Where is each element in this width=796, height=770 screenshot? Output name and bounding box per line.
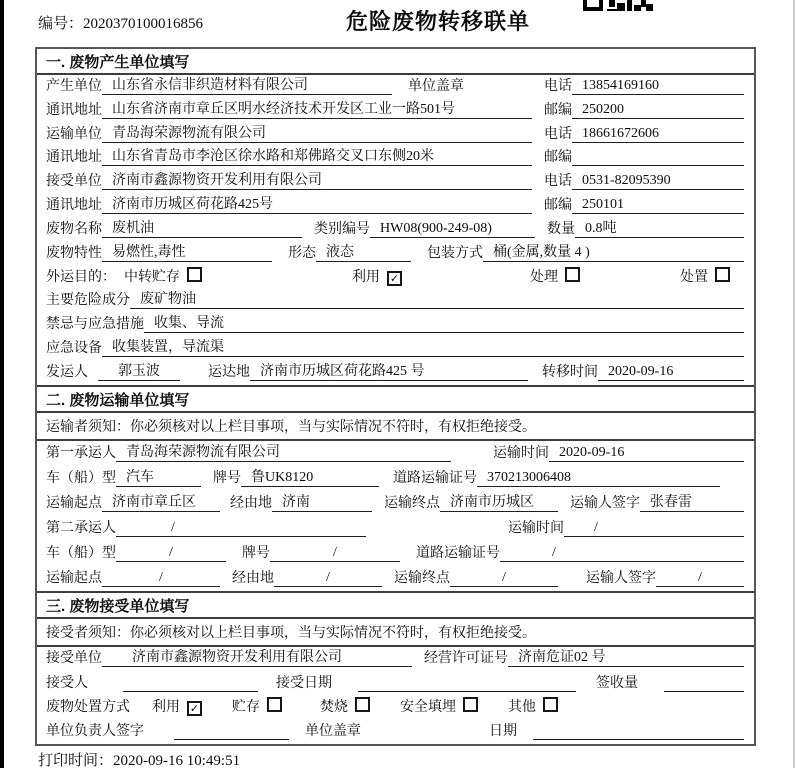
recipient-value	[123, 691, 258, 692]
second-carrier-label: 第二承运人	[46, 521, 116, 536]
transport-time-2-value: /	[564, 519, 744, 537]
producer-address-value: 山东省济南市章丘区明水经济技术开发区工业一路501号	[102, 101, 532, 119]
plate-no-1-value: 鲁UK8120	[241, 469, 379, 487]
page-right-edge	[793, 0, 795, 768]
road-permit-2-value: /	[500, 544, 744, 562]
purpose-treat-checkbox	[565, 267, 580, 282]
transport-unit-row	[37, 123, 754, 147]
disposal-utilize-checkbox: ✓	[187, 701, 202, 716]
second-carrier-value: /	[116, 519, 366, 537]
vehicle-type-1-row	[37, 466, 754, 491]
purpose-dispose-label: 处置	[680, 269, 708, 285]
contraindication-value: 收集、导流	[144, 315, 744, 333]
disposal-other-checkbox	[543, 697, 558, 712]
producer-address-label: 通讯地址	[46, 102, 102, 118]
form-state-value: 液态	[316, 244, 411, 262]
vehicle-type-2-row	[37, 541, 754, 566]
road-permit-1-value: 370213006408	[477, 469, 720, 487]
disposal-storage-label: 贮存	[232, 699, 260, 715]
received-qty-label: 签收量	[596, 675, 638, 691]
accepting-unit-row	[37, 647, 754, 671]
transporter-notice: 运输者须知：你必须核对以上栏目事项，当与实际情况不符时，有权拒绝接受。	[37, 413, 754, 441]
producer-unit-row	[37, 75, 754, 99]
carrier-sign-2-value: /	[656, 569, 744, 587]
section-producer	[37, 49, 754, 385]
route-1-row	[37, 491, 754, 516]
producer-unit-value: 山东省永信非织造材料有限公司	[102, 77, 392, 95]
vehicle-type-1-value: 汽车	[116, 469, 201, 487]
receiver-notice: 接受者须知：你必须核对以上栏目事项，当与实际情况不符时，有权拒绝接受。	[37, 619, 754, 647]
purpose-transit-storage-checkbox	[187, 267, 202, 282]
manifest-table	[35, 47, 756, 746]
carrier-sign-1-label: 运输人签字	[570, 496, 640, 511]
transport-phone-value: 18661672606	[572, 125, 744, 143]
plate-no-1-label: 牌号	[213, 471, 241, 486]
producer-phone-value: 13854169160	[572, 77, 744, 95]
purpose-treat-option	[530, 267, 580, 286]
first-carrier-value: 青岛海荣源物流有限公司	[116, 444, 451, 462]
vehicle-type-1-label: 车（船）型	[46, 471, 116, 486]
received-qty-value	[664, 691, 744, 692]
receiver-zip-label: 邮编	[544, 198, 572, 214]
consignor-label: 发运人	[46, 364, 88, 380]
receive-date-value	[358, 691, 576, 692]
emergency-equipment-row	[37, 337, 754, 361]
purpose-dispose-checkbox	[715, 267, 730, 282]
transfer-purpose-row	[37, 266, 754, 290]
receiver-zip-value: 250101	[572, 196, 744, 214]
transport-unit-value: 青岛海荣源物流有限公司	[102, 125, 532, 143]
qr-code-fragment	[583, 0, 653, 13]
consignor-row	[37, 361, 754, 385]
route-2-row	[37, 566, 754, 591]
hazard-component-label: 主要危险成分	[46, 293, 130, 309]
purpose-utilize-checkbox: ✓	[387, 271, 402, 286]
responsible-sign-value	[174, 739, 289, 740]
receiver-phone-value: 0531-82095390	[572, 172, 744, 190]
producer-unit-label: 产生单位	[46, 78, 102, 94]
section-3-header: 三. 废物接受单位填写	[37, 591, 754, 619]
hazard-component-value: 废矿物油	[130, 291, 744, 309]
receiver-unit-value: 济南市鑫源物资开发利用有限公司	[102, 172, 532, 190]
date-label: 日期	[489, 724, 517, 739]
serial-label: 编号：	[38, 16, 84, 32]
recipient-row	[37, 671, 754, 695]
waste-name-value: 废机油	[102, 220, 302, 238]
purpose-utilize-label: 利用	[352, 269, 380, 285]
via-1-value: 济南	[272, 494, 372, 512]
packaging-value: 桶(金属,数量 4 )	[483, 244, 744, 262]
origin-1-label: 运输起点	[46, 496, 102, 511]
transport-address-row	[37, 147, 754, 171]
disposal-method-label: 废物处置方式	[46, 699, 130, 715]
end-2-label: 运输终点	[394, 571, 450, 586]
emergency-equipment-value: 收集装置，导流渠	[102, 339, 744, 357]
purpose-utilize-option	[352, 269, 402, 286]
unit-seal-2-label: 单位盖章	[305, 724, 361, 739]
via-2-value: /	[274, 569, 382, 587]
section-1-header: 一. 废物产生单位填写	[37, 49, 754, 75]
receiver-unit-label: 接受单位	[46, 174, 102, 190]
section-transporter	[37, 385, 754, 591]
receiver-unit-row	[37, 170, 754, 194]
purpose-transit-storage-option	[124, 267, 202, 286]
page-left-edge	[0, 0, 4, 768]
disposal-method-row	[37, 696, 754, 720]
contraindication-label: 禁忌与应急措施	[46, 317, 144, 333]
waste-traits-row	[37, 242, 754, 266]
via-2-label: 经由地	[232, 571, 274, 586]
category-no-label: 类别编号	[314, 221, 370, 237]
responsible-sign-row	[37, 720, 754, 744]
accepting-unit-value: 济南市鑫源物资开发利用有限公司	[102, 649, 412, 667]
destination-label: 运达地	[208, 364, 250, 380]
license-no-value: 济南危证02 号	[508, 649, 744, 667]
carrier-sign-1-value: 张春雷	[640, 494, 744, 512]
purpose-dispose-option	[680, 267, 730, 286]
section-2-header: 二. 废物运输单位填写	[37, 385, 754, 413]
producer-phone-label: 电话	[544, 78, 572, 94]
purpose-transit-storage-label: 中转贮存	[124, 269, 180, 285]
disposal-storage-checkbox	[267, 697, 282, 712]
quantity-label: 数量	[547, 221, 575, 237]
transport-unit-label: 运输单位	[46, 126, 102, 142]
quantity-value: 0.8吨	[575, 220, 744, 238]
producer-zip-value: 250200	[572, 101, 744, 119]
origin-1-value: 济南市章丘区	[102, 494, 220, 512]
disposal-incinerate-checkbox	[355, 697, 370, 712]
print-time: 打印时间：2020-09-16 10:49:51	[38, 753, 241, 769]
license-no-label: 经营许可证号	[424, 651, 508, 667]
receiver-phone-label: 电话	[544, 174, 572, 190]
waste-name-row	[37, 218, 754, 242]
plate-no-2-label: 牌号	[242, 546, 270, 561]
producer-zip-label: 邮编	[544, 102, 572, 118]
date-value	[533, 739, 744, 740]
packaging-label: 包装方式	[427, 245, 483, 261]
disposal-incinerate-option	[320, 697, 370, 716]
section-receiver	[37, 591, 754, 744]
responsible-sign-label: 单位负责人签字	[46, 724, 144, 739]
recipient-label: 接受人	[46, 675, 88, 691]
serial-value: 2020370100016856	[83, 16, 204, 32]
end-2-value: /	[450, 569, 558, 587]
transport-time-1-label: 运输时间	[493, 446, 549, 461]
plate-no-2-value: /	[270, 544, 400, 562]
disposal-utilize-option	[152, 699, 202, 716]
first-carrier-label: 第一承运人	[46, 446, 116, 461]
transport-phone-label: 电话	[544, 126, 572, 142]
disposal-utilize-label: 利用	[152, 699, 180, 715]
form-state-label: 形态	[288, 245, 316, 261]
end-1-label: 运输终点	[384, 496, 440, 511]
vehicle-type-2-value: /	[116, 544, 226, 562]
disposal-other-label: 其他	[508, 699, 536, 715]
transfer-purpose-label: 外运目的：	[46, 269, 116, 285]
end-1-value: 济南市历城区	[440, 494, 558, 512]
transport-time-2-label: 运输时间	[508, 521, 564, 536]
disposal-landfill-label: 安全填埋	[400, 699, 456, 715]
transport-zip-value	[572, 165, 744, 166]
receiver-address-label: 通讯地址	[46, 198, 102, 214]
purpose-treat-label: 处理	[530, 269, 558, 285]
transport-zip-label: 邮编	[544, 150, 572, 166]
producer-address-row	[37, 99, 754, 123]
receive-date-label: 接受日期	[276, 675, 332, 691]
origin-2-label: 运输起点	[46, 571, 102, 586]
form-title: 危险废物转移联单	[345, 9, 530, 34]
vehicle-type-2-label: 车（船）型	[46, 546, 116, 561]
waste-traits-label: 废物特性	[46, 245, 102, 261]
disposal-landfill-checkbox	[463, 697, 478, 712]
contraindication-row	[37, 313, 754, 337]
category-no-value: HW08(900-249-08)	[370, 220, 535, 238]
carrier-sign-2-label: 运输人签字	[586, 571, 656, 586]
disposal-storage-option	[232, 697, 282, 716]
unit-seal-label: 单位盖章	[408, 78, 464, 94]
disposal-other-option	[508, 697, 558, 716]
receiver-address-value: 济南市历城区荷花路425号	[102, 196, 532, 214]
road-permit-1-label: 道路运输证号	[393, 471, 477, 486]
accepting-unit-label: 接受单位	[46, 651, 102, 667]
hazard-component-row	[37, 290, 754, 314]
waste-traits-value: 易燃性,毒性	[102, 244, 272, 262]
waste-name-label: 废物名称	[46, 221, 102, 237]
origin-2-value: /	[102, 569, 220, 587]
destination-value: 济南市历城区荷花路425 号	[250, 363, 528, 381]
disposal-landfill-option	[400, 697, 478, 716]
via-1-label: 经由地	[230, 496, 272, 511]
road-permit-2-label: 道路运输证号	[416, 546, 500, 561]
second-carrier-row	[37, 516, 754, 541]
disposal-incinerate-label: 焚烧	[320, 699, 348, 715]
transport-time-1-value: 2020-09-16	[549, 444, 744, 462]
transport-address-label: 通讯地址	[46, 150, 102, 166]
emergency-equipment-label: 应急设备	[46, 341, 102, 357]
transfer-time-value: 2020-09-16	[598, 363, 744, 381]
transport-address-value: 山东省青岛市李沧区徐水路和郑佛路交叉口东侧20米	[102, 148, 532, 166]
consignor-value: 郭玉波	[98, 363, 180, 381]
transfer-time-label: 转移时间	[542, 364, 598, 380]
first-carrier-row	[37, 441, 754, 466]
receiver-address-row	[37, 194, 754, 218]
